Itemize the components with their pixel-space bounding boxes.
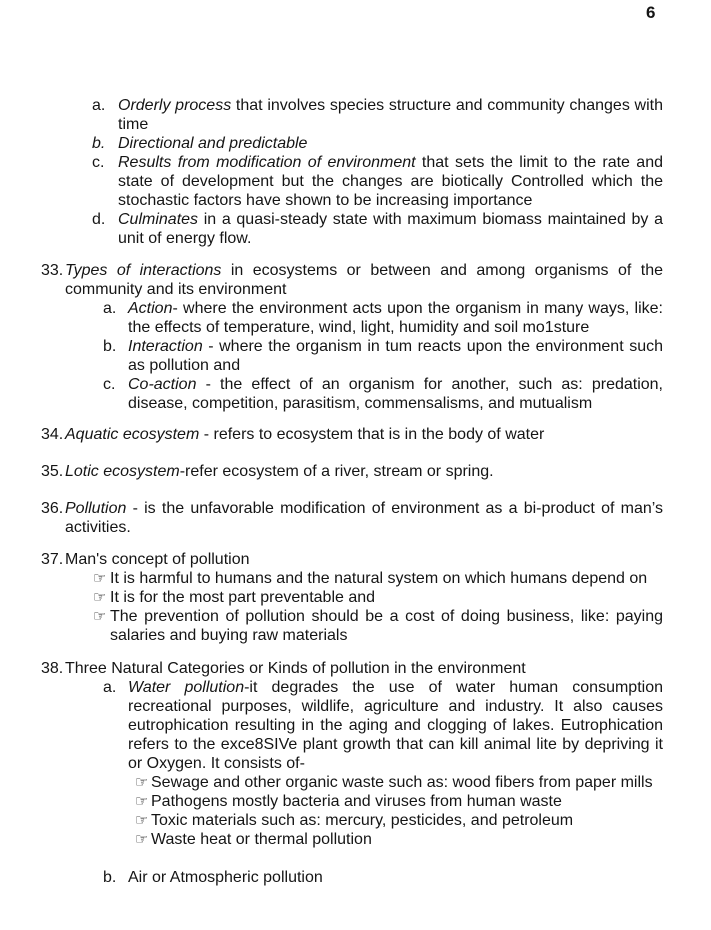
- text-segment: Man's concept of pollution: [65, 551, 250, 568]
- text-segment: Toxic materials such as: mercury, pesticides, and petroleum: [151, 812, 574, 829]
- pointing-hand-icon: ☞: [135, 812, 149, 829]
- item-label: b.: [103, 869, 117, 886]
- item-text: [118, 153, 663, 210]
- item-text: [151, 773, 663, 792]
- text-segment: - the effect of an organism for another, such as: predation, disease, competition, parasitism, commensalisms, and mutualism: [128, 376, 663, 412]
- item-label: 33.: [41, 262, 64, 279]
- item-text: [151, 830, 663, 849]
- text-segment: that involves species structure and community changes with time: [118, 97, 663, 133]
- italic-text-segment: Water pollution: [128, 679, 245, 696]
- item-label: a.: [103, 679, 117, 696]
- text-segment: - where the environment acts upon the organism in many ways, like: the effects of temperature, wind, light, humidity and soil mo1sture: [128, 300, 663, 336]
- item-text: [128, 868, 663, 887]
- item-text: [118, 210, 663, 248]
- item-text: [118, 134, 663, 153]
- list-item: [41, 868, 663, 887]
- text-segment: Waste heat or thermal pollution: [151, 831, 372, 848]
- item-label: 37.: [41, 551, 64, 568]
- text-segment: The prevention of pollution should be a cost of doing business, like: paying salaries and buying raw materials: [110, 608, 663, 644]
- italic-text-segment: Types of interactions: [65, 262, 222, 279]
- numbered-item: [41, 425, 663, 444]
- text-segment: It is harmful to humans and the natural system on which humans depend on: [110, 570, 648, 587]
- italic-text-segment: Aquatic ecosystem: [65, 426, 200, 443]
- item-text: [65, 659, 663, 678]
- item-label: c.: [92, 154, 105, 171]
- item-label: 38.: [41, 660, 64, 677]
- item-text: [65, 462, 663, 481]
- italic-text-segment: Lotic ecosystem: [65, 463, 180, 480]
- text-segment: in ecosystems or between and among organisms of the community and its environment: [65, 262, 664, 298]
- item-text: [128, 375, 663, 413]
- item-label: a.: [92, 97, 106, 114]
- numbered-item: [41, 659, 663, 678]
- item-label: 34.: [41, 426, 64, 443]
- list-item: [41, 811, 663, 830]
- pointing-hand-icon: ☞: [93, 589, 107, 606]
- list-item: [41, 153, 663, 210]
- italic-text-segment: Pollution: [65, 500, 127, 517]
- item-label: b.: [92, 135, 106, 152]
- pointing-hand-icon: ☞: [135, 831, 149, 848]
- numbered-item: [41, 462, 663, 481]
- list-item: [41, 134, 663, 153]
- item-text: [128, 678, 663, 773]
- item-label: a.: [103, 300, 117, 317]
- item-text: [110, 607, 663, 645]
- pointing-hand-icon: ☞: [135, 774, 149, 791]
- item-text: [110, 569, 663, 588]
- list-item: [41, 96, 663, 134]
- list-item: [41, 792, 663, 811]
- text-segment: It is for the most part preventable and: [110, 589, 376, 606]
- list-item: [41, 588, 663, 607]
- list-item: [41, 337, 663, 375]
- pointing-hand-icon: ☞: [93, 608, 107, 625]
- text-segment: Air or Atmospheric pollution: [128, 869, 323, 886]
- text-segment: -it degrades the use of water human consumption recreational purposes, wildlife, agriculture and industry. It also causes eutrophication resulting in the aging and clogging of lakes. Eutrophication refers to the exce8SIVe plant growth that can kill animal lite by depriving it or Oxygen. It consists of-: [128, 679, 663, 772]
- text-segment: Sewage and other organic waste such as: wood fibers from paper mills: [151, 774, 653, 791]
- item-text: [128, 299, 663, 337]
- list-item: [41, 569, 663, 588]
- list-item: [41, 830, 663, 849]
- text-segment: Three Natural Categories or Kinds of pollution in the environment: [65, 660, 526, 677]
- list-item: [41, 210, 663, 248]
- text-segment: that sets the limit to the rate and state of development but the changes are biotically Controlled which the stochastic factors have shown to be increasing importance: [118, 154, 663, 209]
- text-segment: Pathogens mostly bacteria and viruses from human waste: [151, 793, 562, 810]
- item-text: [65, 499, 663, 537]
- document-content: [41, 96, 663, 887]
- list-item: [41, 773, 663, 792]
- item-label: b.: [103, 338, 117, 355]
- text-segment: - where the organism in tum reacts upon the environment such as pollution and: [128, 338, 663, 374]
- italic-text-segment: Co-action: [128, 376, 197, 393]
- item-text: [128, 337, 663, 375]
- item-text: [65, 550, 663, 569]
- text-segment: - refers to ecosystem that is in the body of water: [199, 426, 545, 443]
- text-segment: - is the unfavorable modification of environment as a bi-product of man’s activities.: [65, 500, 663, 536]
- italic-text-segment: Culminates: [118, 211, 199, 228]
- numbered-item: [41, 261, 663, 299]
- italic-text-segment: Interaction: [128, 338, 203, 355]
- item-label: 36.: [41, 500, 64, 517]
- item-label: d.: [92, 211, 106, 228]
- item-label: c.: [103, 376, 116, 393]
- italic-text-segment: Orderly process: [118, 97, 232, 114]
- numbered-item: [41, 499, 663, 537]
- item-text: [110, 588, 663, 607]
- item-label: 35.: [41, 463, 64, 480]
- item-text: [151, 811, 663, 830]
- text-segment: -refer ecosystem of a river, stream or spring.: [179, 463, 494, 480]
- list-item: [41, 678, 663, 773]
- list-item: [41, 607, 663, 645]
- pointing-hand-icon: ☞: [135, 793, 149, 810]
- item-text: [65, 425, 663, 444]
- italic-text-segment: Results from modification of environment: [118, 154, 416, 171]
- page-number: 6: [646, 3, 656, 22]
- text-segment: in a quasi-steady state with maximum biomass maintained by a unit of energy flow.: [118, 211, 663, 247]
- list-item: [41, 299, 663, 337]
- italic-text-segment: Action: [128, 300, 173, 317]
- item-text: [118, 96, 663, 134]
- item-text: [65, 261, 663, 299]
- list-item: [41, 375, 663, 413]
- italic-text-segment: Directional and predictable: [118, 135, 308, 152]
- numbered-item: [41, 550, 663, 569]
- pointing-hand-icon: ☞: [93, 570, 107, 587]
- item-text: [151, 792, 663, 811]
